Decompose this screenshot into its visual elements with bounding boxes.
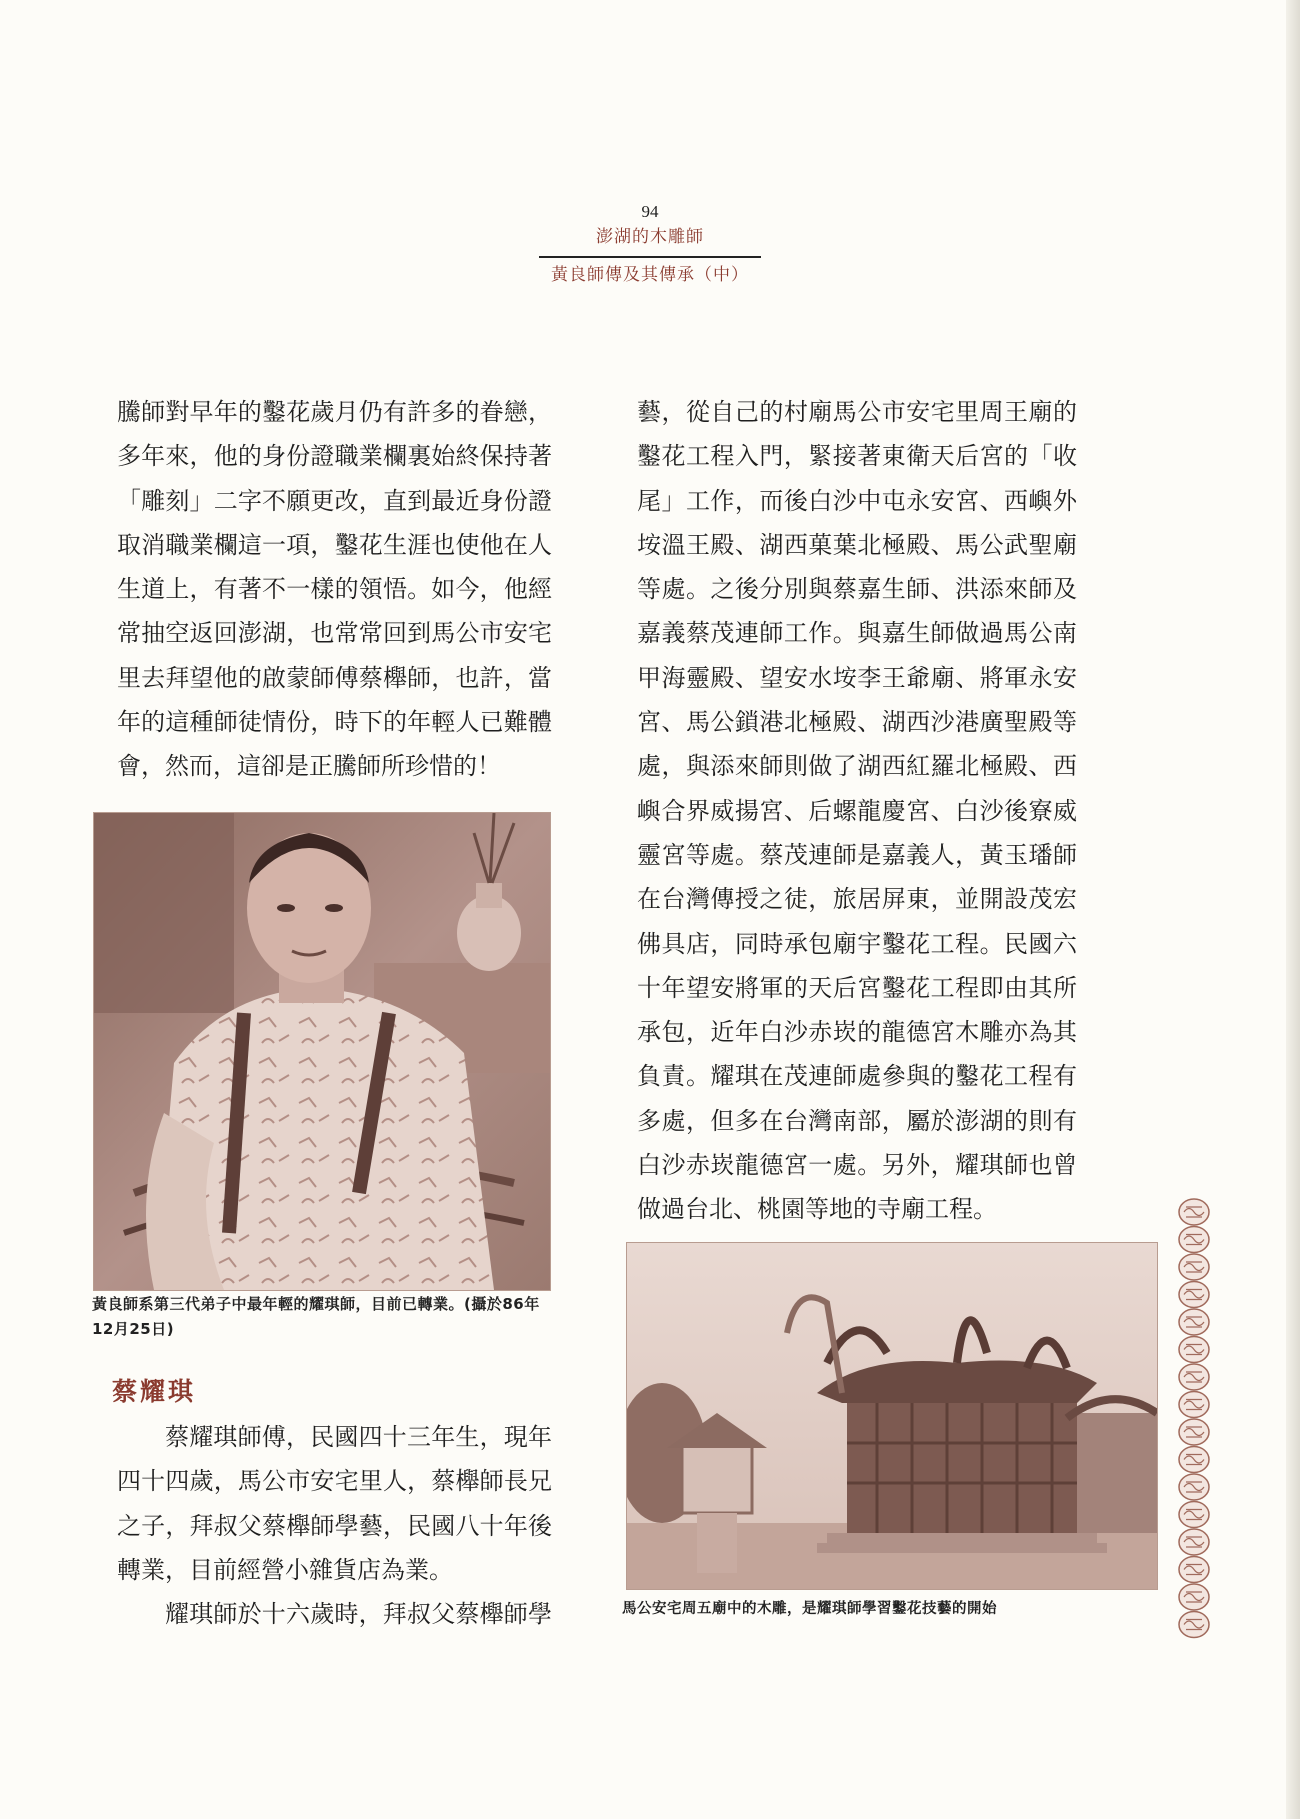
left-column-bottom-text	[117, 1415, 552, 1636]
text-line: 多處，但多在台灣南部，屬於澎湖的則有	[637, 1106, 1077, 1135]
text-line: 等處。之後分別與蔡嘉生師、洪添來師及	[637, 575, 1077, 604]
text-line: 藝，從自己的村廟馬公市安宅里周王廟的	[637, 398, 1077, 426]
text-line: 四十四歲，馬公市安宅里人，蔡櫸師長兄	[117, 1467, 552, 1496]
text-line: 尾」工作，而後白沙中屯永安宮、西嶼外	[637, 486, 1077, 515]
text-line: 垵溫王殿、湖西菓葉北極殿、馬公武聖廟	[637, 530, 1077, 559]
text-line: 嶼合界威揚宮、后螺龍慶宮、白沙後寮威	[637, 796, 1077, 825]
text-line: 「雕刻」二字不願更改，直到最近身份證	[117, 486, 552, 515]
text-line: 佛具店，同時承包廟宇鑿花工程。民國六	[637, 929, 1077, 958]
text-line: 轉業，目前經營小雜貨店為業。	[117, 1555, 453, 1584]
text-line: 年的這種師徒情份，時下的年輕人已難體	[117, 708, 552, 737]
left-column-top-text	[117, 390, 552, 789]
text-line: 蔡耀琪師傅，民國四十三年生，現年	[165, 1423, 552, 1451]
portrait-caption: 黃良師系第三代弟子中最年輕的耀琪師，目前已轉業。(攝於86年12月25日)	[92, 1295, 540, 1338]
text-line: 取消職業欄這一項，鑿花生涯也使他在人	[117, 530, 552, 559]
text-line: 在台灣傳授之徒，旅居屏東，並開設茂宏	[637, 885, 1077, 914]
text-line: 多年來，他的身份證職業欄裏始終保持著	[117, 442, 552, 471]
temple-caption: 馬公安宅周五廟中的木雕，是耀琪師學習鑿花技藝的開始	[622, 1601, 997, 1617]
section-heading: 蔡耀琪	[112, 1377, 197, 1406]
page-number: 94	[641, 202, 659, 221]
page-header	[440, 200, 860, 288]
text-line: 靈宮等處。蔡茂連師是嘉義人，黃玉璠師	[637, 840, 1077, 869]
right-column-text	[637, 390, 1077, 1232]
portrait-photo	[93, 812, 551, 1291]
header-rule	[539, 256, 761, 258]
text-line: 常抽空返回澎湖，也常常回到馬公市安宅	[117, 619, 552, 648]
text-line: 耀琪師於十六歲時，拜叔父蔡櫸師學	[165, 1600, 552, 1629]
page-edge	[1286, 0, 1300, 1819]
text-line: 之子，拜叔父蔡櫸師學藝，民國八十年後	[117, 1511, 552, 1540]
chapter-title: 黃良師傳及其傳承（中）	[551, 265, 749, 285]
decorative-ornament-strip	[1172, 1198, 1216, 1652]
text-line: 會，然而，這卻是正騰師所珍惜的！	[117, 752, 501, 781]
text-line: 處，與添來師則做了湖西紅羅北極殿、西	[637, 752, 1077, 781]
text-line: 宮、馬公鎖港北極殿、湖西沙港廣聖殿等	[637, 708, 1077, 737]
text-line: 做過台北、桃園等地的寺廟工程。	[637, 1195, 997, 1224]
text-line: 騰師對早年的鑿花歲月仍有許多的眷戀，	[117, 398, 552, 426]
text-line: 負責。耀琪在茂連師處參與的鑿花工程有	[637, 1062, 1077, 1091]
portrait-illustration	[94, 813, 550, 1290]
text-line: 鑿花工程入門，緊接著東衛天后宮的「收	[637, 442, 1077, 471]
temple-photo	[626, 1242, 1158, 1590]
text-line: 生道上，有著不一樣的領悟。如今，他經	[117, 575, 552, 604]
text-line: 十年望安將軍的天后宮鑿花工程即由其所	[637, 973, 1077, 1002]
temple-illustration	[627, 1243, 1157, 1589]
text-line: 甲海靈殿、望安水垵李王爺廟、將軍永安	[637, 663, 1077, 692]
text-line: 承包，近年白沙赤崁的龍德宮木雕亦為其	[637, 1018, 1077, 1047]
text-line: 里去拜望他的啟蒙師傅蔡櫸師，也許，當	[117, 663, 552, 692]
text-line: 嘉義蔡茂連師工作。與嘉生師做過馬公南	[637, 619, 1077, 648]
text-line: 白沙赤崁龍德宮一處。另外，耀琪師也曾	[637, 1151, 1077, 1180]
book-title: 澎湖的木雕師	[596, 227, 704, 247]
